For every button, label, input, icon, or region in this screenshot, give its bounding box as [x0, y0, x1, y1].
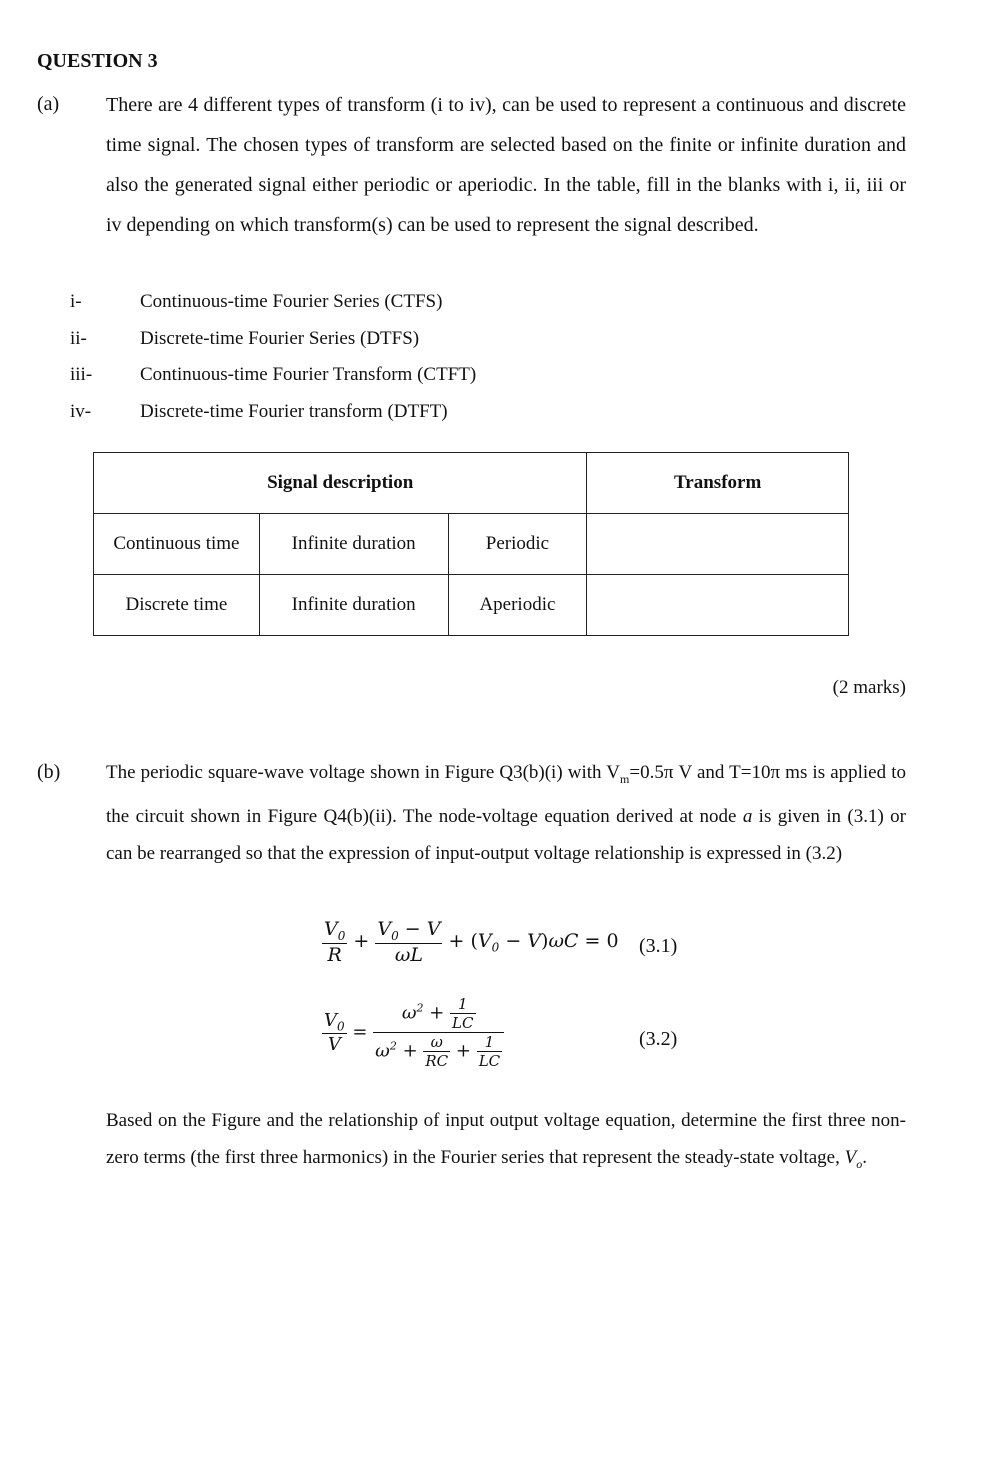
cell-time: Continuous time [94, 514, 260, 575]
part-a-label: (a) [37, 93, 60, 115]
transform-number: i- [70, 291, 82, 312]
part-b-text-2: =0.5π V and T=10π ms is applied to the circuit shown in Figure Q4(b)(ii). The node-voltage equation derived at node [106, 762, 906, 827]
part-b-label: (b) [37, 761, 61, 783]
cell-transform-blank[interactable] [587, 575, 849, 636]
node-label: a [742, 805, 753, 827]
final-variable: V [844, 1147, 857, 1168]
cell-type: Periodic [448, 514, 587, 575]
transform-item [70, 364, 476, 386]
header-signal-description: Signal description [94, 453, 587, 514]
part-b-final-text [106, 1102, 906, 1183]
part-a-text: There are 4 different types of transform (i to iv), can be used to represent a continuous and discrete time signal. The chosen types of transform are selected based on the finite or infinite duration and also the generated signal either periodic or aperiodic. In the table, fill in the blanks with i, ii, iii or iv depending on which transform(s) can be used to represent the signal described. [106, 94, 906, 236]
table-row [94, 514, 849, 575]
part-b-text [106, 754, 906, 872]
equation-3-2: $\frac{V_0}{V}$ = $\omega^2$ + $\frac{1}{LC}$ $\omega^2$ + $\frac{\omega}{RC}$ + $\frac{1}{LC}$ [322, 995, 504, 1070]
transform-name: Discrete-time Fourier transform (DTFT) [140, 401, 448, 422]
transform-name: Continuous-time Fourier Series (CTFS) [140, 291, 443, 312]
table-header-row [94, 453, 849, 514]
question-title: QUESTION 3 [37, 50, 158, 72]
equation-3-2-number: (3.2) [639, 1028, 678, 1050]
part-b-text-3: is given in (3.1) or can be rearranged so that the expression of input-output voltage relationship is expressed in (3.2) [106, 805, 906, 864]
table-row [94, 575, 849, 636]
header-transform: Transform [587, 453, 849, 514]
cell-type: Aperiodic [448, 575, 587, 636]
transform-item [70, 328, 419, 350]
equation-3-1: $\frac{V_0}{R}$ + $\frac{V_0 - V}{\omega L}$ + $(V_0 - V)\omega C = 0$ [324, 918, 619, 966]
transform-number: iii- [70, 364, 93, 385]
cell-transform-blank[interactable] [587, 514, 849, 575]
cell-duration: Infinite duration [259, 514, 448, 575]
cell-duration: Infinite duration [259, 575, 448, 636]
transform-item [70, 291, 442, 313]
transform-number: iv- [70, 401, 92, 422]
transform-number: ii- [70, 328, 87, 349]
part-b-text-1: The periodic square-wave voltage shown in Figure Q3(b)(i) with V [106, 762, 621, 783]
final-end: . [862, 1147, 867, 1168]
marks-label: (2 marks) [832, 677, 906, 698]
transform-name: Discrete-time Fourier Series (DTFS) [140, 328, 420, 349]
signal-table [93, 452, 849, 636]
equation-3-1-number: (3.1) [639, 935, 678, 957]
vm-subscript: m [620, 771, 630, 786]
cell-time: Discrete time [94, 575, 260, 636]
transform-item [70, 401, 448, 423]
final-text: Based on the Figure and the relationship of input output voltage equation, determine the first three non-zero terms (the first three harmonics) in the Fourier series that represent the steady-state voltage, [106, 1110, 906, 1168]
final-variable-subscript: o [856, 1156, 863, 1171]
transform-name: Continuous-time Fourier Transform (CTFT) [140, 364, 477, 385]
